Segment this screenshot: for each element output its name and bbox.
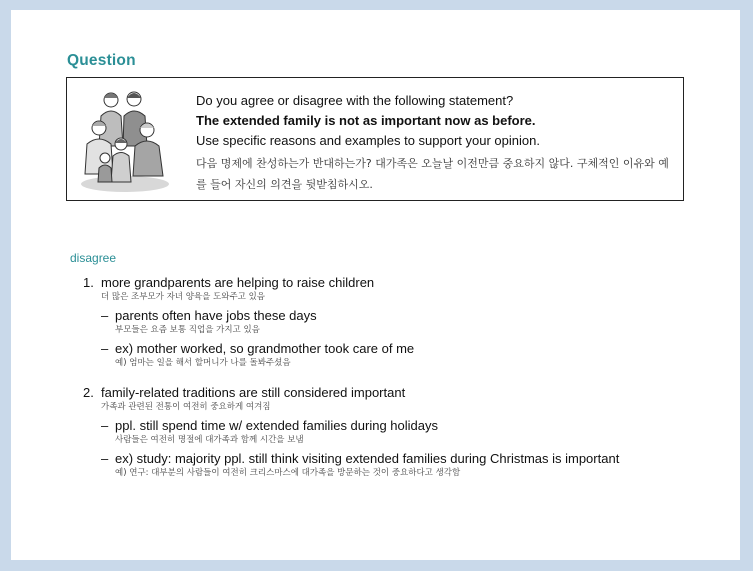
sub-point-text: parents often have jobs these days [115, 308, 317, 323]
stance-label: disagree [70, 251, 117, 265]
page [11, 10, 740, 560]
dash-bullet: – [101, 451, 109, 466]
sub-point [101, 417, 733, 447]
sub-point-korean: 부모들은 요즘 보통 직업을 가지고 있음 [115, 325, 260, 335]
sub-point [101, 340, 733, 370]
dash-bullet: – [101, 308, 109, 323]
sub-point-text: ex) study: majority ppl. still think visiting extended families during Christmas is important [115, 451, 620, 466]
question-box [66, 77, 684, 201]
point-korean: 가족과 관련된 전통이 여전히 중요하게 여겨짐 [101, 402, 271, 412]
outline-point [83, 384, 733, 480]
sub-point-korean: 예) 연구: 대부분의 사람들이 여전히 크리스마스에 대가족을 방문하는 것이 중요하다고 생각함 [115, 468, 461, 478]
question-statement: The extended family is not as important now as before. [196, 113, 536, 128]
question-korean: 다음 명제에 찬성하는가 반대하는가? 대가족은 오늘날 이전만큼 중요하지 않다. 구체적인 이유와 예를 들어 자신의 의견을 뒷받침하시오. [196, 157, 669, 191]
outline [83, 274, 733, 494]
question-line1: Do you agree or disagree with the following statement? [196, 93, 514, 108]
sub-point-korean: 예) 엄마는 일을 해서 할머니가 나를 돌봐주셨음 [115, 358, 291, 368]
sub-point [101, 450, 733, 480]
dash-bullet: – [101, 418, 109, 433]
point-text: more grandparents are helping to raise children [101, 275, 375, 290]
dash-bullet: – [101, 341, 109, 356]
family-illustration-icon [79, 86, 171, 194]
point-number: 2. [83, 385, 94, 400]
point-korean: 더 많은 조부모가 자녀 양육을 도와주고 있음 [101, 292, 266, 302]
sub-point-korean: 사람들은 여전히 명절에 대가족과 함께 시간을 보냄 [115, 435, 304, 445]
sub-point [101, 307, 733, 337]
point-text: family-related traditions are still considered important [101, 385, 406, 400]
sub-point-text: ppl. still spend time w/ extended families during holidays [115, 418, 439, 433]
point-number: 1. [83, 275, 94, 290]
question-text [196, 91, 676, 195]
outline-point [83, 274, 733, 370]
question-line3: Use specific reasons and examples to support your opinion. [196, 133, 540, 148]
sub-point-text: ex) mother worked, so grandmother took care of me [115, 341, 415, 356]
question-heading: Question [67, 52, 136, 69]
